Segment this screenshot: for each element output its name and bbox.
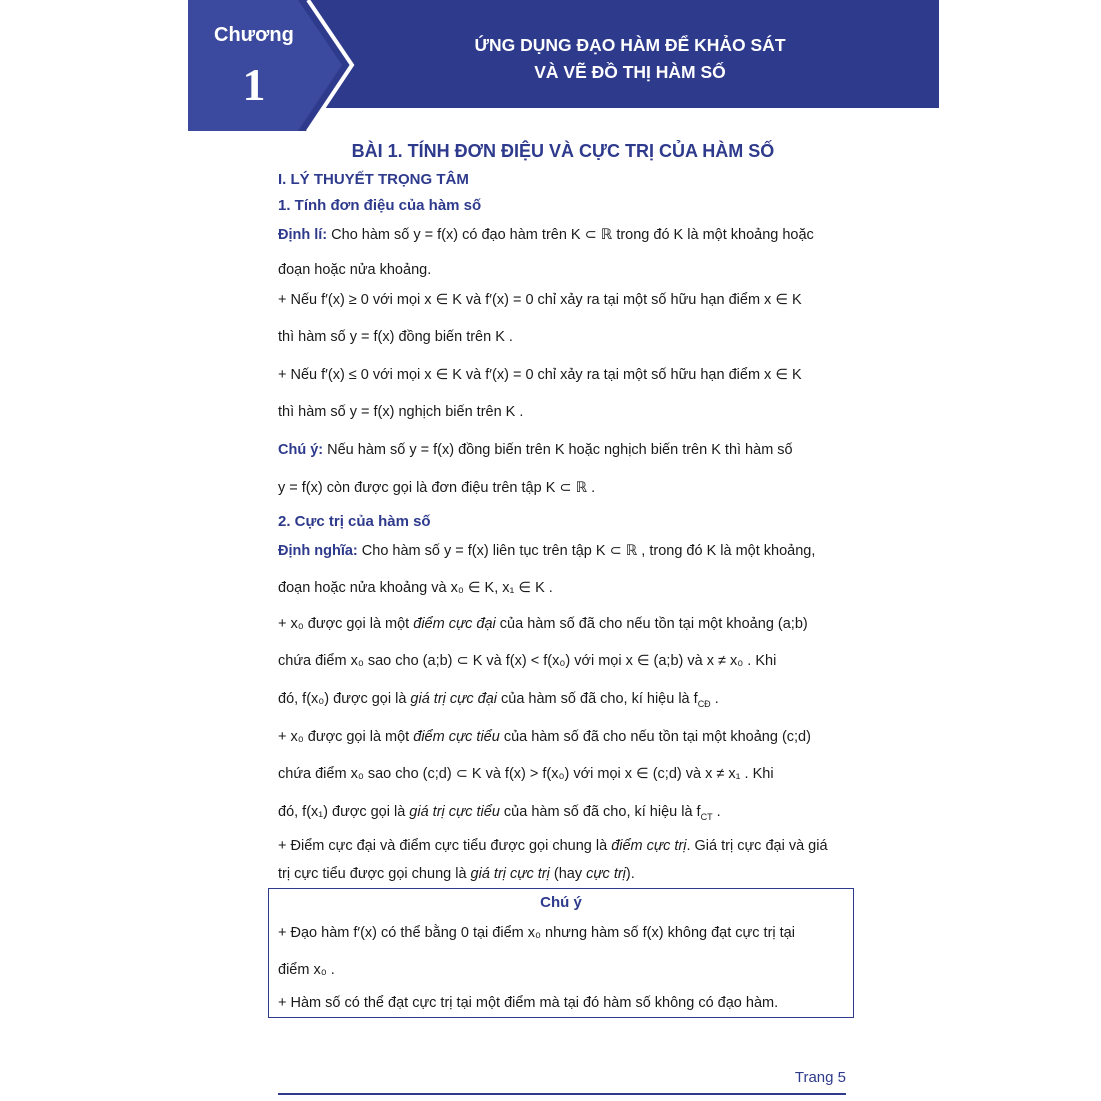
extrema2-text-b: (hay	[549, 866, 587, 882]
chapter-title	[380, 32, 880, 86]
section-title: I. LÝ THUYẾT TRỌNG TÂM	[278, 171, 469, 188]
min-text-b: của hàm số đã cho nếu tồn tại một khoảng (c;d)	[499, 729, 811, 745]
min-l3-text-a: đó, f(x₁) được gọi là	[278, 804, 410, 820]
note-box-line1: + Đạo hàm f′(x) có thể bằng 0 tại điểm x₀ nhưng hàm số f(x) không đạt cực trị tại	[278, 925, 795, 941]
min-line1	[278, 727, 846, 747]
max-value-term: giá trị cực đại	[410, 691, 497, 707]
increasing-line2: thì hàm số y = f(x) đồng biến trên K .	[278, 329, 513, 345]
lesson-title: BÀI 1. TÍNH ĐƠN ĐIỆU VÀ CỰC TRỊ CỦA HÀM SỐ	[351, 141, 775, 161]
max-subscript: CĐ	[697, 698, 711, 709]
note-line1	[278, 440, 846, 460]
chapter-number: 1	[242, 59, 266, 110]
increasing-line1: + Nếu f′(x) ≥ 0 với mọi x ∈ K và f′(x) = 0 chỉ xảy ra tại một số hữu hạn điểm x ∈ K	[278, 292, 802, 308]
max-line2: chứa điểm x₀ sao cho (a;b) ⊂ K và f(x) < f(x₀) với mọi x ∈ (a;b) và x ≠ x₀ . Khi	[278, 653, 777, 669]
subsection-title-extrema: 2. Cực trị của hàm số	[278, 513, 431, 530]
extrema2-text-c: ).	[625, 866, 635, 882]
note-text: Nếu hàm số y = f(x) đồng biến trên K hoặc nghịch biến trên K thì hàm số	[323, 442, 793, 458]
max-l3-text-a: đó, f(x₀) được gọi là	[278, 691, 411, 707]
chapter-title-line1: ỨNG DỤNG ĐẠO HÀM ĐỂ KHẢO SÁT	[474, 35, 786, 55]
max-text-a: + x₀ được gọi là một	[278, 616, 414, 632]
min-value-term: giá trị cực tiểu	[409, 804, 500, 820]
theorem-line2: đoạn hoặc nửa khoảng.	[278, 262, 432, 278]
decreasing-line2: thì hàm số y = f(x) nghịch biến trên K .	[278, 404, 524, 420]
note-line2: y = f(x) còn được gọi là đơn điệu trên tập K ⊂ ℝ .	[278, 480, 596, 496]
max-l3-text-b: của hàm số đã cho, kí hiệu là f	[496, 691, 698, 707]
theorem-line1	[278, 225, 846, 245]
max-term: điểm cực đại	[413, 616, 496, 632]
definition-line2: đoạn hoặc nửa khoảng và x₀ ∈ K, x₁ ∈ K .	[278, 580, 553, 596]
theorem-text: Cho hàm số y = f(x) có đạo hàm trên K ⊂ ℝ trong đó K là một khoảng hoặc	[327, 227, 814, 243]
definition-label: Định nghĩa:	[278, 543, 358, 559]
page-number: Trang 5	[794, 1069, 846, 1086]
extrema-line1	[278, 836, 846, 856]
max-line1	[278, 614, 846, 634]
min-text-a: + x₀ được gọi là một	[278, 729, 414, 745]
chapter-title-line2: VÀ VẼ ĐỒ THỊ HÀM SỐ	[534, 62, 726, 82]
extrema2-term2: cực trị	[586, 866, 626, 882]
definition-line1	[278, 541, 846, 561]
note-box-line3: + Hàm số có thể đạt cực trị tại một điểm mà tại đó hàm số không có đạo hàm.	[278, 995, 779, 1011]
extrema2-text-a: trị cực tiểu được gọi chung là	[278, 866, 471, 882]
min-subscript: CT	[700, 811, 713, 822]
note-label: Chú ý:	[278, 442, 324, 458]
extrema2-term: giá trị cực trị	[470, 866, 550, 882]
definition-text: Cho hàm số y = f(x) liên tục trên tập K ⊂ ℝ , trong đó K là một khoảng,	[357, 543, 816, 559]
footer-divider	[278, 1093, 846, 1095]
min-l3-text-b: của hàm số đã cho, kí hiệu là f	[499, 804, 701, 820]
extrema-text-a: + Điểm cực đại và điểm cực tiểu được gọi chung là	[278, 838, 612, 854]
max-text-b: của hàm số đã cho nếu tồn tại một khoảng (a;b)	[495, 616, 808, 632]
note-box-title: Chú ý	[540, 894, 582, 911]
extrema-term: điểm cực trị	[611, 838, 687, 854]
decreasing-line1: + Nếu f′(x) ≤ 0 với mọi x ∈ K và f′(x) = 0 chỉ xảy ra tại một số hữu hạn điểm x ∈ K	[278, 367, 802, 383]
theorem-label: Định lí:	[278, 227, 328, 243]
min-line2: chứa điểm x₀ sao cho (c;d) ⊂ K và f(x) > f(x₀) với mọi x ∈ (c;d) và x ≠ x₁ . Khi	[278, 766, 774, 782]
extrema-text-b: . Giá trị cực đại và giá	[686, 838, 828, 854]
min-line3: đó, f(x₁) được gọi là giá trị cực tiểu của hàm số đã cho, kí hiệu là $f_{CT}$ .	[278, 804, 721, 822]
subsection-title-monotonic: 1. Tính đơn điệu của hàm số	[278, 197, 482, 214]
chapter-word: Chương	[214, 24, 294, 46]
max-line3: đó, f(x₀) được gọi là giá trị cực đại của hàm số đã cho, kí hiệu là $f_{CĐ}$ .	[278, 691, 719, 709]
note-box-line2: điểm x₀ .	[278, 962, 335, 978]
extrema-line2	[278, 864, 846, 884]
min-term: điểm cực tiểu	[413, 729, 500, 745]
